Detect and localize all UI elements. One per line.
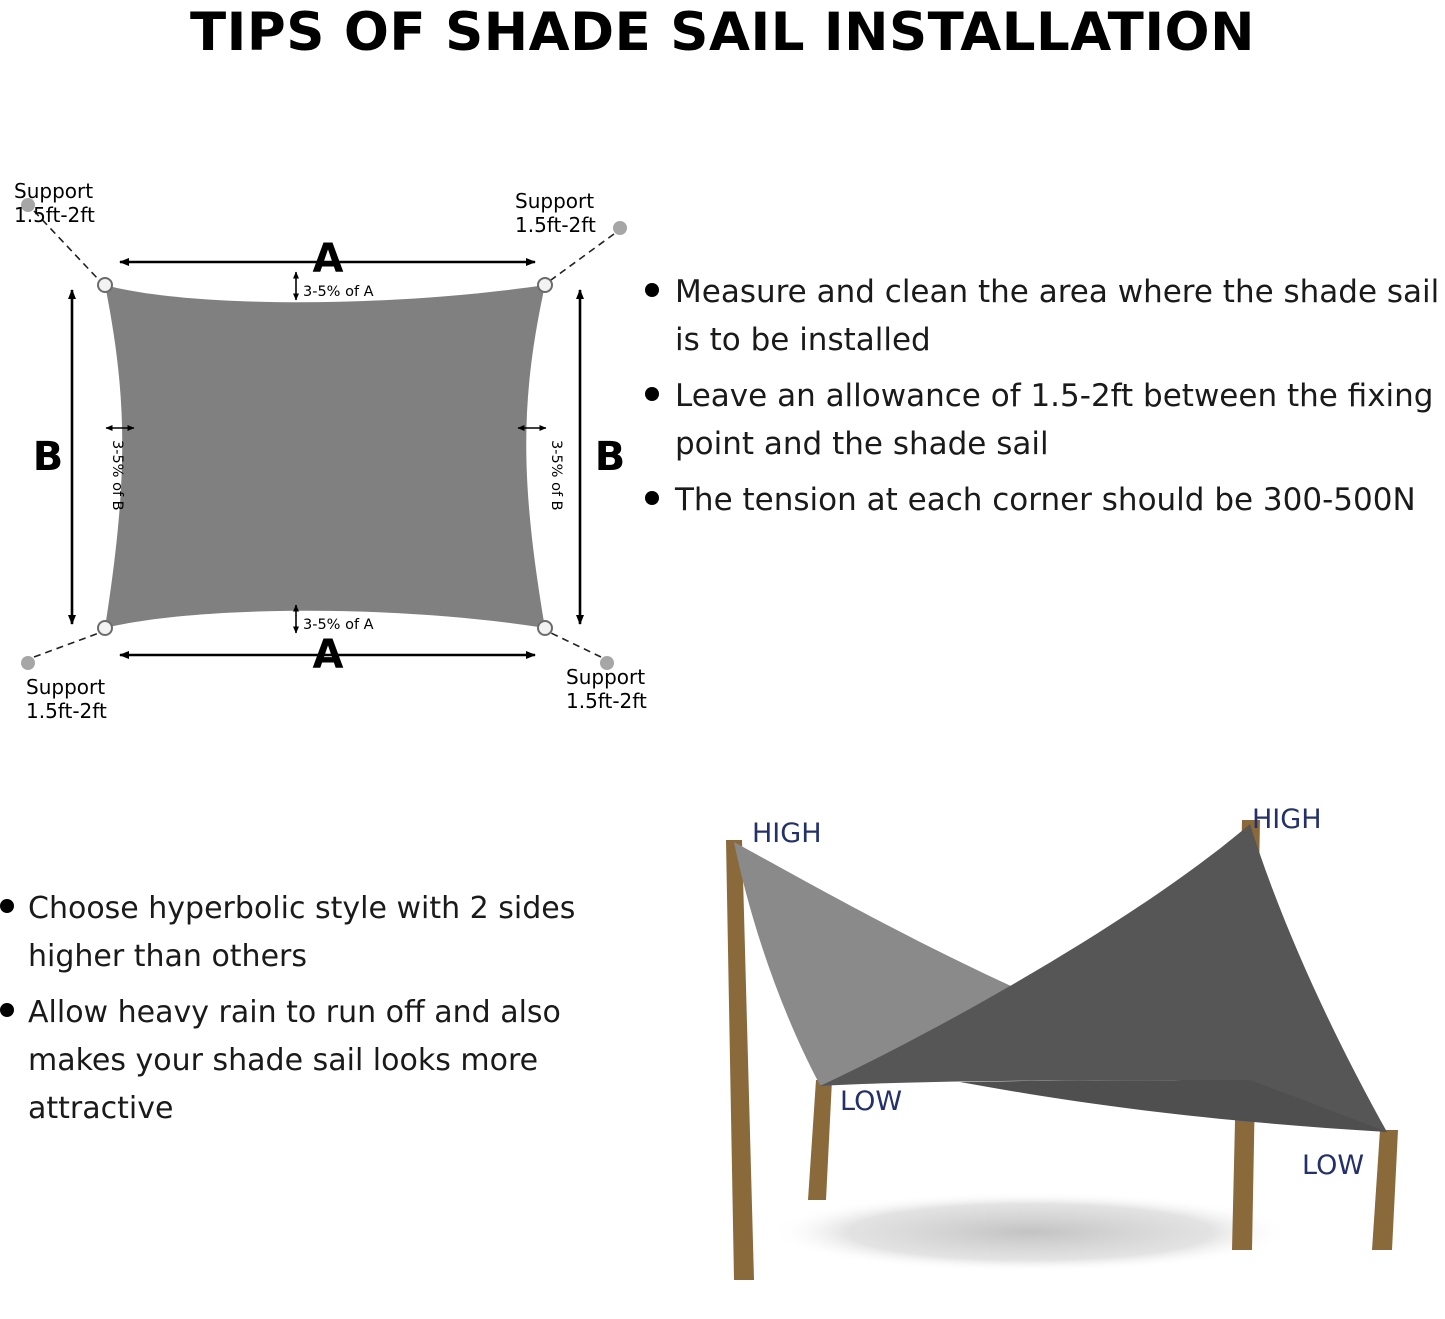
tip-item <box>0 989 620 1133</box>
tip-item <box>645 268 1445 364</box>
tip-text: The tension at each corner should be 300-500N <box>675 482 1416 519</box>
bullet-icon <box>0 1003 14 1017</box>
support-bottom-left-line1: Support <box>26 675 106 699</box>
curve-label-top: 3-5% of A <box>303 284 374 300</box>
dimension-label-B-right: B <box>594 434 626 480</box>
label-low-right: LOW <box>1302 1150 1365 1181</box>
tips-list-bottom <box>0 885 620 1141</box>
curve-label-left: 3-5% of B <box>109 440 125 511</box>
page-title: TIPS OF SHADE SAIL INSTALLATION <box>190 2 1255 63</box>
label-low-left: LOW <box>840 1086 903 1117</box>
dimension-label-A-bottom: A <box>312 632 344 678</box>
bullet-icon <box>645 283 659 297</box>
support-bottom-left-line2: 1.5ft-2ft <box>26 699 107 723</box>
support-bottom-right-line2: 1.5ft-2ft <box>566 689 647 713</box>
tips-list-top <box>645 268 1445 532</box>
support-top-left-line2: 1.5ft-2ft <box>14 203 95 227</box>
bullet-icon <box>0 899 14 913</box>
curve-label-right: 3-5% of B <box>548 440 564 511</box>
ground-shadow <box>770 1192 1290 1272</box>
support-bottom-right-line1: Support <box>566 665 646 689</box>
tip-text: Choose hyperbolic style with 2 sides higher than others <box>28 891 576 974</box>
bullet-icon <box>645 491 659 505</box>
bullet-icon <box>645 387 659 401</box>
dimension-label-A-top: A <box>312 236 344 282</box>
tip-text: Measure and clean the area where the shade sail is to be installed <box>675 274 1440 359</box>
label-high-left: HIGH <box>752 818 822 849</box>
tip-text: Leave an allowance of 1.5-2ft between the fixing point and the shade sail <box>675 378 1434 463</box>
post-low-right <box>1372 1130 1398 1250</box>
label-high-right: HIGH <box>1252 804 1322 835</box>
post-low-left <box>808 1080 832 1200</box>
support-top-right-line1: Support <box>515 189 595 213</box>
tip-item <box>0 885 620 981</box>
tip-item <box>645 372 1445 468</box>
curve-label-bottom: 3-5% of A <box>303 617 374 633</box>
tip-text: Allow heavy rain to run off and also makes your shade sail looks more attractive <box>28 995 561 1126</box>
hyperbolic-sail-diagram <box>630 780 1445 1319</box>
dimension-label-B-left: B <box>32 434 64 480</box>
support-top-right-line2: 1.5ft-2ft <box>515 213 596 237</box>
tip-item <box>645 476 1445 524</box>
rectangular-sail-diagram <box>0 150 660 750</box>
support-top-left-line1: Support <box>14 179 94 203</box>
